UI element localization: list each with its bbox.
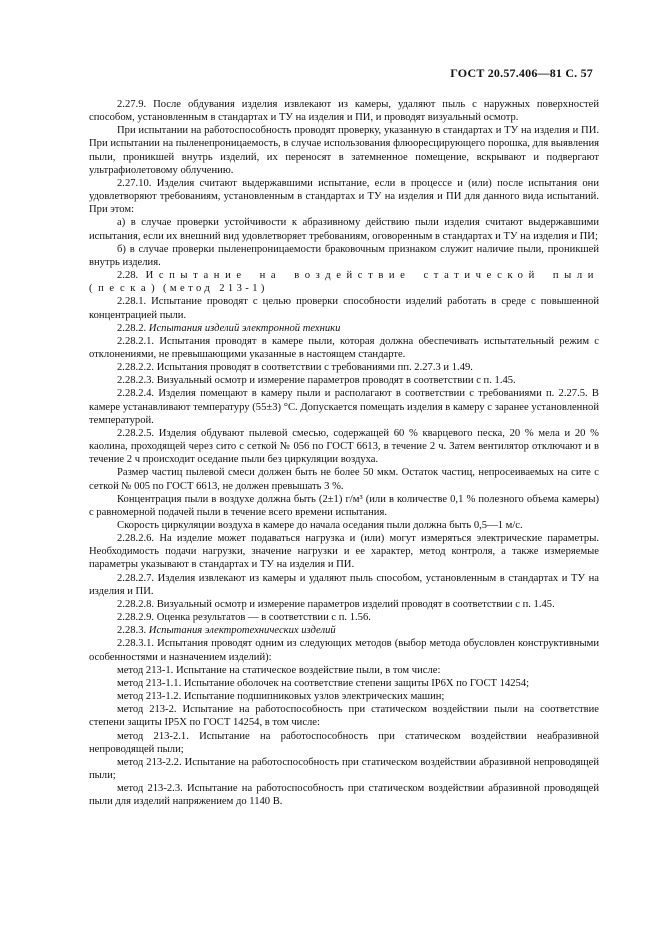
paragraph: 2.28.2.1. Испытания проводят в камере пыли, которая должна обеспечивать испытательный режим с отклонениями, не превышающими указанные в настоящем стандарте.: [89, 335, 599, 360]
paragraph: 2.28.1. Испытание проводят с целью проверки способности изделий работать в среде с повышенной концентрацией пыли.: [89, 296, 599, 321]
method-item: метод 213-2.3. Испытание на работоспособность при статическом воздействии абразивной проводящей пыли для изделий напряжением до 1140 В.: [89, 783, 599, 808]
paragraph: 2.28.2.9. Оценка результатов — в соответствии с п. 1.56.: [117, 612, 371, 624]
subheading-2-28-3: [89, 624, 599, 637]
method-item: метод 213-2.2. Испытание на работоспособность при статическом воздействии абразивной непроводящей пыли;: [89, 756, 599, 781]
section-heading-2-28: [89, 269, 599, 295]
paragraph: а) в случае проверки устойчивости к абразивному действию пыли изделия считают выдержавшими испытания, если их внешний вид удовлетворяет требованиям, оговоренным в стандартах и ТУ на изделия и ПИ;: [89, 217, 599, 242]
paragraph: 2.28.2.8. Визуальный осмотр и измерение параметров изделий проводят в соответствии с п. 1.45.: [117, 598, 555, 610]
paragraph: 2.28.2.6. На изделие может подаваться нагрузка и (или) могут измеряться электрические параметры. Необходимость подачи нагрузки, значение нагрузки и ее характер, метод контроля, а также измеряемые параметры указывают в стандартах и ТУ на изделия и ПИ.: [89, 533, 599, 571]
paragraph: б) в случае проверки пыленепроницаемости браковочным признаком служит наличие пыли, проникшей внутрь изделия.: [89, 243, 599, 268]
method-item: метод 213-1.1. Испытание оболочек на соответствие степени защиты IP6X по ГОСТ 14254;: [117, 677, 530, 689]
paragraph: 2.27.10. Изделия считают выдержавшими испытание, если в процессе и (или) после испытания они удовлетворяют требованиям, установленным в стандартах и ТУ на изделия и ПИ для данного вида испытаний. При этом:: [89, 177, 599, 216]
section-title: Испытание на воздействие статической пыли (песка): [89, 270, 599, 295]
subheading-number: 2.28.3.: [117, 625, 147, 637]
method-item: метод 213-2.1. Испытание на работоспособность при статическом воздействии неабразивной непроводящей пыли;: [89, 730, 599, 755]
subheading-title: Испытания электротехнических изделий: [148, 625, 336, 637]
paragraph: 2.28.2.5. Изделия обдувают пылевой смесью, содержащей 60 % кварцевого песка, 20 % мела и 20 % каолина, проходящей через сито с сеткой № 056 по ГОСТ 6613, в течение 2 ч. Затем вентилятор отключают и в течение 2 ч происходит оседание пыли без циркуляции воздуха.: [89, 427, 599, 466]
paragraph: 2.28.2.7. Изделия извлекают из камеры и удаляют пыль способом, установленным в стандартах и ТУ на изделия и ПИ.: [89, 572, 599, 597]
paragraph: При испытании на работоспособность проводят проверку, указанную в стандартах и ТУ на изделия и ПИ. При испытании на пыленепроницаемость, в случае использования флюоресцирующего порошка, для выявления пыли, проникшей внутрь изделий, их переносят в затемненное помещение, вскрывают и подвергают ультрафиолетовому облучению.: [89, 125, 599, 176]
page-header: ГОСТ 20.57.406—81 С. 57: [450, 66, 593, 80]
subheading-number: 2.28.2.: [117, 322, 147, 334]
paragraph: 2.28.2.3. Визуальный осмотр и измерение параметров проводят в соответствии с п. 1.45.: [117, 375, 516, 387]
method-item: метод 213-1.2. Испытание подшипниковых узлов электрических машин;: [117, 691, 445, 703]
subheading-title: Испытания изделий электронной техники: [148, 322, 341, 334]
paragraph: Размер частиц пылевой смеси должен быть не более 50 мкм. Остаток частиц, непросеиваемых на сите с сеткой № 005 по ГОСТ 6613, не должен превышать 3 %.: [89, 467, 599, 492]
paragraph: Концентрация пыли в воздухе должна быть (2±1) г/м³ (или в количестве 0,1 % полезного объема камеры) с равномерной подачей пыли в течение всего времени испытания.: [89, 493, 599, 518]
paragraph: 2.28.3.1. Испытания проводят одним из следующих методов (выбор метода обусловлен конструктивными особенностями и назначением изделий):: [89, 638, 599, 663]
method-item: метод 213-1. Испытание на статическое воздействие пыли, в том числе:: [117, 664, 441, 676]
paragraph: 2.27.9. После обдувания изделия извлекают из камеры, удаляют пыль с наружных поверхностей способом, установленным в стандартах и ТУ на изделия и ПИ, и проводят визуальный осмотр.: [89, 99, 599, 124]
section-number: 2.28.: [117, 270, 139, 282]
section-method: (метод 213-1): [162, 283, 268, 295]
subheading-2-28-2: [89, 322, 599, 335]
paragraph: 2.28.2.2. Испытания проводят в соответствии с требованиями пп. 2.27.3 и 1.49.: [117, 362, 473, 374]
paragraph: 2.28.2.4. Изделия помещают в камеру пыли и располагают в соответствии с требованиями п. 2.27.5. В камере устанавливают температуру (55±3) °С. Допускается помещать изделия в камеру с заранее установленной температурой.: [89, 388, 599, 426]
document-body: [89, 98, 599, 808]
method-item: метод 213-2. Испытание на работоспособность при статическом воздействии пыли на соответствие степени защиты IP5X по ГОСТ 14254, в том числе:: [89, 704, 599, 729]
paragraph: Скорость циркуляции воздуха в камере до начала оседания пыли должна быть 0,5—1 м/с.: [117, 520, 523, 531]
